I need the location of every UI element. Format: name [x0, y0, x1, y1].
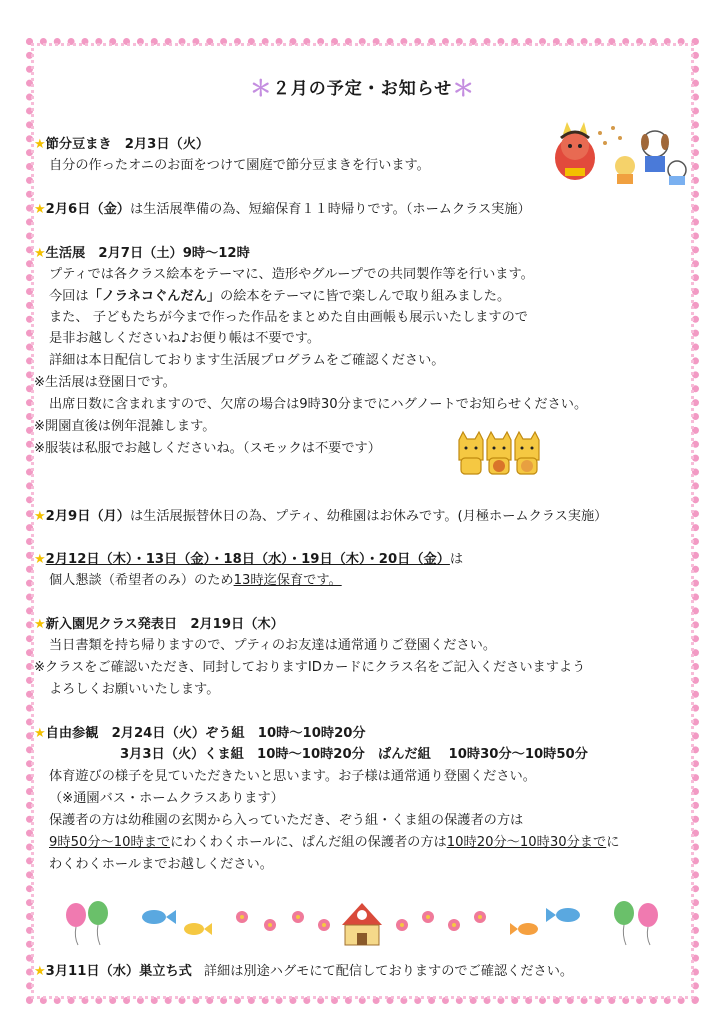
- exhibition-line-5: 詳細は本日配信しております生活展プログラムをご確認ください。: [49, 353, 445, 368]
- new-class-line-3: よろしくお願いいたします。: [49, 682, 220, 697]
- exhibition-heading: ★生活展 2月7日（土）9時〜12時: [34, 246, 250, 261]
- star-icon: ★: [34, 137, 46, 152]
- observation-heading: ★自由参観 2月24日（火）ぞう組 10時〜10時20分: [34, 726, 366, 741]
- star-icon: ★: [34, 509, 46, 524]
- star-icon: ★: [34, 726, 46, 741]
- setsubun-text: 自分の作ったオニのお面をつけて園庭で節分豆まきを行います。: [49, 158, 430, 173]
- exhibition-line-2: 今回は「ノラネコぐんだん」の絵本をテーマに皆で楽しんで取り組みました。: [49, 289, 511, 304]
- observation-line-5: わくわくホールまでお越しください。: [49, 857, 273, 872]
- exhibition-note-2: ※開園直後は例年混雑します。: [34, 419, 216, 434]
- exhibition-note-3: ※服装は私服でお越しくださいね。（スモックは不要です）: [34, 441, 381, 456]
- conference-dates: ★2月12日（木）・13日（金）・18日（水）・19日（木）・20日（金）は: [34, 552, 464, 567]
- setsubun-illustration: [545, 118, 695, 186]
- star-icon: ★: [34, 552, 46, 567]
- graduation-notice: ★3月11日（水）巣立ち式 詳細は別途ハグモにて配信しておりますのでご確認ください。: [34, 964, 574, 979]
- setsubun-heading: ★節分豆まき 2月3日（火）: [34, 137, 210, 152]
- star-icon: ★: [34, 202, 46, 217]
- star-icon: ★: [34, 964, 46, 979]
- new-class-line-1: 当日書類を持ち帰りますので、プティのお友達は通常通りご登園ください。: [49, 638, 497, 653]
- observation-line-3: 保護者の方は幼稚園の玄関から入っていただき、ぞう組・くま組の保護者の方は: [49, 813, 524, 828]
- feb6-notice: ★2月6日（金）は生活展準備の為、短縮保育１１時帰りです。（ホームクラス実施）: [34, 202, 531, 217]
- exhibition-note-1b: 出席日数に含まれますので、欠席の場合は9時30分までにハグノートでお知らせください。: [49, 397, 588, 412]
- exhibition-line-4: 是非お越しくださいね♪お便り帳は不要です。: [49, 331, 321, 346]
- decorative-border-illustration: [62, 895, 662, 947]
- exhibition-line-1: プティでは各クラス絵本をテーマに、造形やグループでの共同製作等を行います。: [49, 267, 534, 282]
- asterisk-icon: ＊: [452, 77, 476, 102]
- conference-text: 個人懇談（希望者のみ）のため13時迄保育です。: [49, 573, 342, 588]
- observation-line-1: 体育遊びの様子を見ていただきたいと思います。お子様は通常通り登園ください。: [49, 769, 536, 784]
- exhibition-line-3: また、 子どもたちが今まで作った作品をまとめた自由画帳も展示いたしますので: [49, 310, 528, 325]
- observation-line-2: （※通園バス・ホームクラスあります）: [49, 791, 284, 806]
- star-icon: ★: [34, 617, 46, 632]
- asterisk-icon: ＊: [249, 77, 273, 102]
- exhibition-note-1: ※生活展は登園日です。: [34, 375, 176, 390]
- cats-illustration: [453, 430, 549, 478]
- page-title: ＊２月の予定・お知らせ＊: [249, 77, 476, 102]
- new-class-line-2: ※クラスをご確認いただき、同封しておりますIDカードにクラス名をご記入くださいますよう: [34, 660, 586, 675]
- observation-line-4: 9時50分〜10時までにわくわくホールに、ぱんだ組の保護者の方は10時20分〜10時30分までに: [49, 835, 620, 850]
- observation-heading-2: 3月3日（火）くま組 10時〜10時20分 ぱんだ組 10時30分〜10時50分: [120, 747, 588, 762]
- new-class-heading: ★新入園児クラス発表日 2月19日（木）: [34, 617, 284, 632]
- star-icon: ★: [34, 246, 46, 261]
- feb9-notice: ★2月9日（月）は生活展振替休日の為、プティ、幼稚園はお休みです。(月極ホームクラス実施）: [34, 509, 608, 524]
